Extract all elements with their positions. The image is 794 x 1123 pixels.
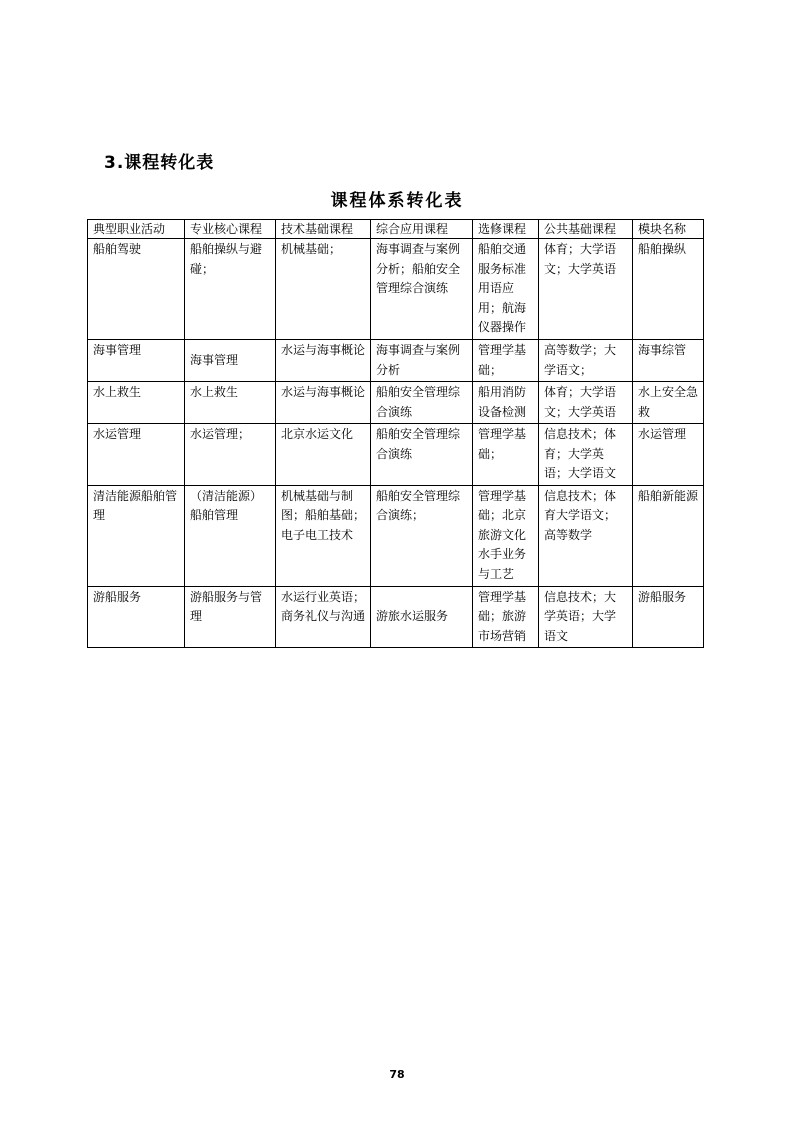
- table-cell: 船舶新能源: [633, 485, 704, 586]
- table-cell: 游船服务: [88, 586, 185, 648]
- table-cell: 船舶交通服务标准用语应用；航海仪器操作: [473, 239, 539, 340]
- table-header-row: [88, 220, 704, 239]
- column-header: 专业核心课程: [185, 220, 276, 239]
- table-cell: 海事调查与案例分析；船舶安全管理综合演练: [371, 239, 473, 340]
- table-cell: 机械基础与制图；船舶基础；电子电工技术: [276, 485, 371, 586]
- column-header: 典型职业活动: [88, 220, 185, 239]
- table-cell: 船舶操纵与避碰；: [185, 239, 276, 340]
- table-cell: 船舶安全管理综合演练: [371, 382, 473, 424]
- table-cell: 船舶操纵: [633, 239, 704, 340]
- table-row: [88, 382, 704, 424]
- table-cell: 高等数学；大学语文；: [539, 340, 633, 382]
- table-cell: 水上救生: [185, 382, 276, 424]
- table-cell: 水运行业英语；商务礼仪与沟通: [276, 586, 371, 648]
- table-cell: 水运管理: [88, 424, 185, 486]
- table-cell: 游旅水运服务: [371, 586, 473, 648]
- table-row: [88, 424, 704, 486]
- table-cell: 水运管理: [633, 424, 704, 486]
- table-row: [88, 485, 704, 586]
- table-cell: 管理学基础；北京旅游文化水手业务与工艺: [473, 485, 539, 586]
- table-cell: 海事调查与案例分析: [371, 340, 473, 382]
- table-cell: 水运与海事概论: [276, 340, 371, 382]
- table-title: 课程体系转化表: [330, 191, 464, 211]
- table-cell: 游船服务与管理: [185, 586, 276, 648]
- table-cell: （清洁能源）船舶管理: [185, 485, 276, 586]
- column-header: 公共基础课程: [539, 220, 633, 239]
- table-row: [88, 239, 704, 340]
- column-header: 选修课程: [473, 220, 539, 239]
- table-cell: 管理学基础；: [473, 340, 539, 382]
- page-number: 78: [389, 1068, 405, 1081]
- column-header: 技术基础课程: [276, 220, 371, 239]
- table-row: [88, 586, 704, 648]
- table-cell: 机械基础；: [276, 239, 371, 340]
- table-cell: 体育；大学语文；大学英语: [539, 382, 633, 424]
- table-cell: 管理学基础；旅游市场营销: [473, 586, 539, 648]
- table-cell: 信息技术；体育大学语文；高等数学: [539, 485, 633, 586]
- table-cell: 清洁能源船舶管理: [88, 485, 185, 586]
- table-cell: 体育；大学语文；大学英语: [539, 239, 633, 340]
- table-cell: 管理学基础；: [473, 424, 539, 486]
- column-header: 综合应用课程: [371, 220, 473, 239]
- table-cell: 水上救生: [88, 382, 185, 424]
- table-cell: 水上安全急救: [633, 382, 704, 424]
- table-cell: 海事综管: [633, 340, 704, 382]
- course-conversion-table: [87, 219, 704, 648]
- table-cell: 信息技术；大学英语；大学语文: [539, 586, 633, 648]
- table-cell: 信息技术；体育；大学英语；大学语文: [539, 424, 633, 486]
- table-cell: 游船服务: [633, 586, 704, 648]
- table-cell: 船舶安全管理综合演练: [371, 424, 473, 486]
- table-cell: 海事管理: [185, 340, 276, 382]
- table-cell: 船舶安全管理综合演练；: [371, 485, 473, 586]
- table-cell: 北京水运文化: [276, 424, 371, 486]
- table-cell: 水运管理；: [185, 424, 276, 486]
- column-header: 模块名称: [633, 220, 704, 239]
- table-cell: 水运与海事概论: [276, 382, 371, 424]
- table-row: [88, 340, 704, 382]
- table-cell: 船舶驾驶: [88, 239, 185, 340]
- table-cell: 船用消防设备检测: [473, 382, 539, 424]
- table-cell: 海事管理: [88, 340, 185, 382]
- section-heading: 3.课程转化表: [104, 153, 215, 173]
